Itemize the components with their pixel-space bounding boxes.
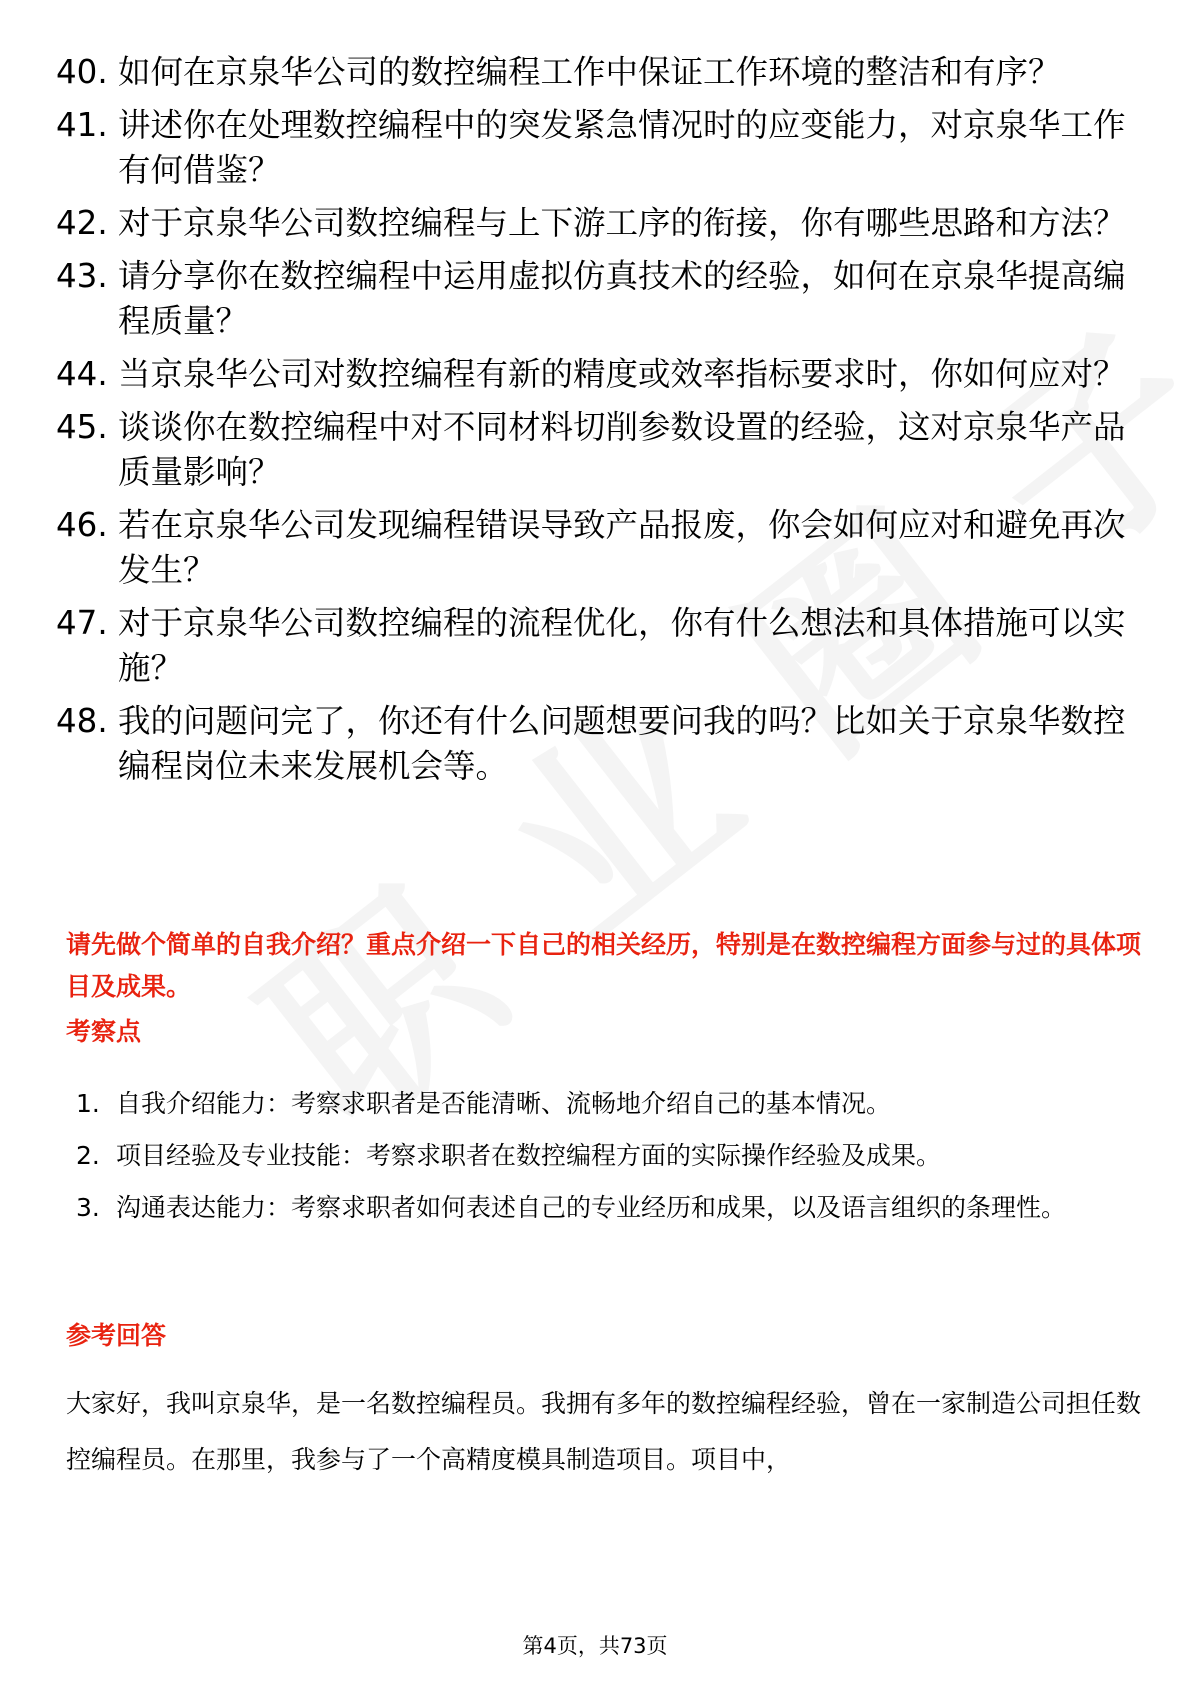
question-item [56, 201, 1146, 246]
point-text: 沟通表达能力：考察求职者如何表述自己的专业经历和成果，以及语言组织的条理性。 [116, 1193, 1067, 1222]
question-item [56, 601, 1146, 691]
reference-answer: 大家好，我叫京泉华，是一名数控编程员。我拥有多年的数控编程经验，曾在一家制造公司担任数控编程员。在那里，我参与了一个高精度模具制造项目。项目中， [66, 1389, 1142, 1474]
question-number: 45. [56, 408, 108, 446]
interview-prompt: 请先做个简单的自我介绍？重点介绍一下自己的相关经历，特别是在数控编程方面参与过的具体项目及成果。 [66, 930, 1142, 1001]
question-text: 我的问题问完了，你还有什么问题想要问我的吗？比如关于京泉华数控编程岗位未来发展机会等。 [118, 702, 1126, 785]
question-item [56, 405, 1146, 495]
question-item [56, 50, 1146, 95]
question-text: 对于京泉华公司数控编程与上下游工序的衔接，你有哪些思路和方法？ [118, 204, 1126, 242]
question-text: 如何在京泉华公司的数控编程工作中保证工作环境的整洁和有序？ [118, 53, 1061, 91]
point-text: 自我介绍能力：考察求职者是否能清晰、流畅地介绍自己的基本情况。 [116, 1089, 892, 1118]
question-number: 40. [56, 53, 108, 91]
question-text: 若在京泉华公司发现编程错误导致产品报废，你会如何应对和避免再次发生？ [118, 506, 1126, 589]
question-item [56, 699, 1146, 789]
assessment-points [76, 1078, 1146, 1234]
point-number: 2. [76, 1141, 100, 1170]
point-number: 3. [76, 1193, 100, 1222]
question-number: 47. [56, 604, 108, 642]
question-number: 41. [56, 106, 108, 144]
point-text: 项目经验及专业技能：考察求职者在数控编程方面的实际操作经验及成果。 [116, 1141, 942, 1170]
section-title-points: 考察点 [66, 1017, 142, 1046]
question-number: 48. [56, 702, 108, 740]
question-list [56, 50, 1146, 797]
section-title-answer: 参考回答 [66, 1321, 167, 1350]
question-text: 请分享你在数控编程中运用虚拟仿真技术的经验，如何在京泉华提高编程质量？ [118, 257, 1126, 340]
question-number: 43. [56, 257, 108, 295]
question-text: 谈谈你在数控编程中对不同材料切削参数设置的经验，这对京泉华产品质量影响？ [118, 408, 1126, 491]
question-number: 44. [56, 355, 108, 393]
question-item [56, 352, 1146, 397]
question-item [56, 503, 1146, 593]
question-item [56, 103, 1146, 193]
question-number: 46. [56, 506, 108, 544]
question-number: 42. [56, 204, 108, 242]
point-number: 1. [76, 1089, 100, 1118]
point-item [76, 1182, 1146, 1234]
point-item [76, 1130, 1146, 1182]
question-text: 当京泉华公司对数控编程有新的精度或效率指标要求时，你如何应对？ [118, 355, 1126, 393]
point-item [76, 1078, 1146, 1130]
question-text: 对于京泉华公司数控编程的流程优化，你有什么想法和具体措施可以实施？ [118, 604, 1126, 687]
page-footer: 第4页，共73页 [522, 1634, 668, 1658]
question-text: 讲述你在处理数控编程中的突发紧急情况时的应变能力，对京泉华工作有何借鉴？ [118, 106, 1126, 189]
question-item [56, 254, 1146, 344]
